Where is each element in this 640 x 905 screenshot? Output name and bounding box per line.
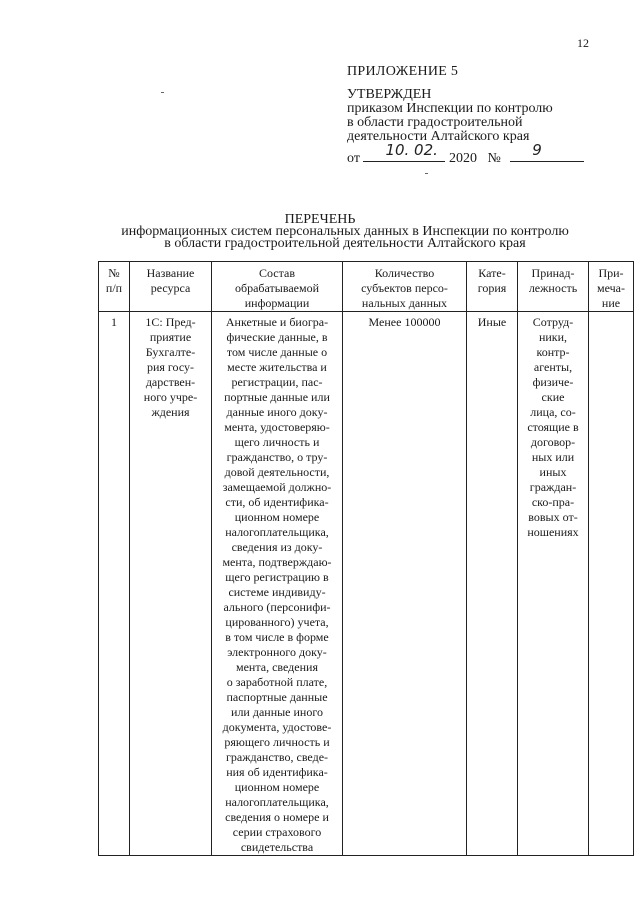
text-line: том числе данные о: [226, 345, 328, 359]
text-line: щего регистрацию в: [225, 570, 329, 584]
text-line: ного учре-: [143, 390, 198, 404]
category-value: Иные: [477, 315, 507, 329]
text-line: Название: [146, 266, 195, 280]
header-cell-category: [467, 262, 518, 312]
text-line: серии страхового: [232, 825, 322, 839]
text-line: рия госу-: [146, 360, 195, 374]
text-line: сведения о номере и: [225, 810, 329, 824]
text-line: щего личность и: [234, 435, 320, 449]
affiliation-text: [518, 312, 588, 540]
resource-name: [130, 312, 211, 420]
note-text: [589, 312, 633, 315]
document-title: ПЕРЕЧЕНЬ: [284, 212, 356, 227]
register-table: [98, 261, 634, 856]
document-subtitle: [0, 226, 640, 250]
text-line: документа, удостове-: [222, 720, 332, 734]
text-line: или данные иного: [231, 705, 323, 719]
cell-affiliation: [518, 312, 589, 856]
year: 2020: [448, 151, 477, 166]
header-lines: [589, 262, 633, 311]
text-line: ального (персонифи-: [223, 600, 331, 614]
number-field: [510, 141, 584, 162]
text-line: налогоплательщика,: [225, 525, 329, 539]
cell-composition: [212, 312, 343, 856]
table-header-row: [99, 262, 634, 312]
page-number: 12: [577, 36, 589, 50]
header-cell-number: [99, 262, 130, 312]
text-line: мента, подтверждаю-: [222, 555, 332, 569]
text-line: иных: [539, 465, 567, 479]
text-line: дарствен-: [145, 375, 196, 389]
text-line: Принад-: [531, 266, 575, 280]
text-line: агенты,: [533, 360, 573, 374]
text-line: довой деятельности,: [224, 465, 330, 479]
text-line: 1С: Пред-: [145, 315, 196, 329]
text-line: Состав: [258, 266, 295, 280]
number-sign: №: [487, 151, 501, 166]
text-line: цированного) учета,: [225, 615, 329, 629]
approved-heading: УТВЕРЖДЕН: [347, 87, 432, 102]
text-line: вовых от-: [528, 510, 578, 524]
text-line: замещаемой должно-: [222, 480, 332, 494]
text-line: ционном номере: [234, 510, 320, 524]
cell-note: [589, 312, 634, 856]
text-line: лежность: [528, 281, 578, 295]
text-line: Анкетные и биогра-: [225, 315, 329, 329]
text-line: мента, удостоверяю-: [224, 420, 330, 434]
subtitle-line: информационных систем персональных данных в Инспекции по контролю: [121, 224, 569, 239]
text-line: данные иного доку-: [226, 405, 328, 419]
text-line: электронного доку-: [227, 645, 327, 659]
date-field: [363, 141, 445, 162]
table-row: [99, 312, 634, 856]
text-line: месте жительства и: [227, 360, 327, 374]
handwritten-date: 10. 02.: [385, 141, 438, 159]
date-prefix: от: [347, 151, 360, 166]
text-line: граждан-: [529, 480, 577, 494]
text-line: ждения: [151, 405, 190, 419]
subject-count: Менее 100000: [368, 315, 441, 329]
text-line: системе индивиду-: [228, 585, 326, 599]
approval-block: [347, 88, 553, 144]
text-line: ресурса: [150, 281, 191, 295]
header-lines: [99, 262, 129, 296]
text-line: сведения из доку-: [231, 540, 323, 554]
handwritten-number: 9: [532, 141, 542, 159]
text-line: Бухгалте-: [145, 345, 196, 359]
text-line: Сотруд-: [532, 315, 574, 329]
header-cell-note: [589, 262, 634, 312]
text-line: лица, со-: [530, 405, 576, 419]
text-line: приятие: [149, 330, 192, 344]
header-cell-resource: [130, 262, 212, 312]
text-line: Кате-: [478, 266, 506, 280]
cell-resource: [130, 312, 212, 856]
text-line: ционном номере: [234, 780, 320, 794]
text-line: свидетельства: [240, 840, 314, 854]
approval-line: в области градостроительной: [347, 115, 523, 130]
text-line: п/п: [105, 281, 123, 295]
text-line: ряющего личность и: [224, 735, 330, 749]
text-line: контр-: [536, 345, 570, 359]
text-line: обрабатываемой: [234, 281, 320, 295]
header-lines: [343, 262, 466, 311]
text-line: информации: [244, 296, 310, 310]
text-line: ско-пра-: [531, 495, 575, 509]
text-line: стоящие в: [527, 420, 579, 434]
cell-number: [99, 312, 130, 856]
text-line: в том числе в форме: [225, 630, 329, 644]
text-line: нальных данных: [361, 296, 448, 310]
scan-speck: [161, 92, 164, 93]
header-cell-count: [343, 262, 467, 312]
text-line: мента, сведения: [236, 660, 318, 674]
header-cell-affiliation: [518, 262, 589, 312]
header-lines: [130, 262, 211, 296]
text-line: ношениях: [527, 525, 579, 539]
appendix-heading: ПРИЛОЖЕНИЕ 5: [347, 64, 459, 79]
text-line: налогоплательщика,: [225, 795, 329, 809]
header-cell-composition: [212, 262, 343, 312]
text-line: портные данные или: [224, 390, 330, 404]
text-line: фические данные, в: [226, 330, 328, 344]
cell-category: [467, 312, 518, 856]
header-lines: [518, 262, 588, 296]
scan-speck: [425, 173, 428, 174]
text-line: субъектов персо-: [361, 281, 448, 295]
header-lines: [212, 262, 342, 311]
text-line: ские: [541, 390, 565, 404]
row-number: 1: [111, 315, 117, 329]
text-line: гражданство, сведе-: [225, 750, 329, 764]
text-line: сти, об идентифика-: [225, 495, 329, 509]
text-line: меча-: [597, 281, 625, 295]
text-line: При-: [598, 266, 624, 280]
text-line: ники,: [538, 330, 568, 344]
cell-count: [343, 312, 467, 856]
text-line: ние: [601, 296, 621, 310]
text-line: договор-: [530, 435, 576, 449]
text-line: Количество: [374, 266, 435, 280]
text-line: регистрации, пас-: [231, 375, 323, 389]
text-line: ных или: [531, 450, 575, 464]
text-line: №: [108, 266, 120, 280]
text-line: паспортные данные: [226, 690, 328, 704]
header-lines: [467, 262, 517, 296]
approval-date-line: [347, 141, 584, 167]
approval-line: приказом Инспекции по контролю: [347, 101, 553, 116]
text-line: о заработной плате,: [226, 675, 328, 689]
subtitle-line: в области градостроительной деятельности Алтайского края: [164, 236, 526, 251]
text-line: гражданство, о тру-: [226, 450, 328, 464]
approval-line: деятельности Алтайского края: [347, 129, 530, 144]
text-line: гория: [477, 281, 507, 295]
text-line: физиче-: [532, 375, 574, 389]
text-line: ния об идентифика-: [226, 765, 328, 779]
composition-text: [212, 312, 342, 855]
